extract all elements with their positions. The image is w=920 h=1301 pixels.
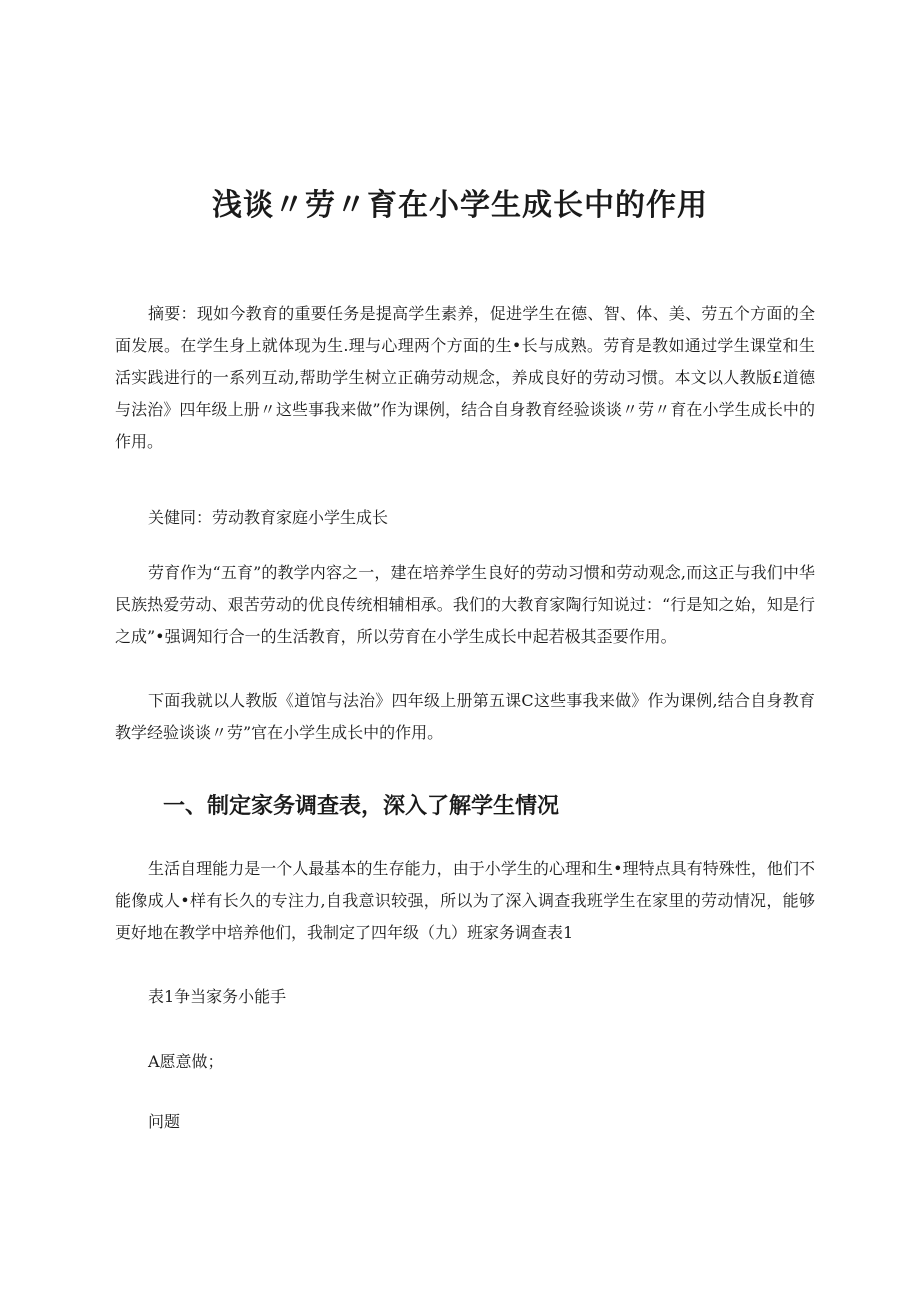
keywords-line: 关健同：劳动教育家庭小学生成长 (148, 508, 389, 527)
question-label: 问题 (148, 1112, 181, 1131)
body-paragraph-2: 下面我就以人教版《道馆与法治》四年级上册第五课C这些事我来做》作为课例,结合自身教育教学经验谈谈〃劳”官在小学生成长中的作用。 (115, 691, 815, 742)
abstract-paragraph: 摘要：现如今教育的重要任务是提高学生素养，促进学生在德、智、体、美、劳五个方面的全面发展。在学生身上就体现为生.理与心理两个方面的生•长与成熟。劳育是教如通过学生课堂和生活实践进行的一系列互动,帮助学生树立正确劳动规念，养成良好的劳动习惯。本文以人教版£道德与法治》四年级上册〃这些事我来做”作为课例，结合自身教育经验谈谈〃劳〃育在小学生成长中的作用。 (115, 304, 815, 451)
body-paragraph-3: 生活自理能力是一个人最基本的生存能力，由于小学生的心理和生•理特点具有特殊性，他们不能像成人•样有长久的专注力,自我意识较强，所以为了深入调查我班学生在家里的劳动情况，能够更好地在教学中培养他们，我制定了四年级（九）班家务调查表1 (115, 859, 815, 942)
table-caption: 表1争当家务小能手 (148, 987, 287, 1006)
body-paragraph-1: 劳育作为“五育”的教学内容之一，建在培养学生良好的劳动习惯和劳动观念,而这正与我们中华民族热爱劳动、艰苦劳动的优良传统相辅相承。我们的大教育家陶行知说过：“行是知之始，知是行之成”•强调知行合一的生活教育，所以劳育在小学生成长中起若极其歪要作用。 (115, 563, 815, 646)
document-title: 浅谈〃劳〃育在小学生成长中的作用 (212, 188, 708, 224)
option-a-label: A愿意做； (148, 1052, 224, 1071)
section-heading: 一、制定家务调查表，深入了解学生情况 (163, 793, 560, 819)
